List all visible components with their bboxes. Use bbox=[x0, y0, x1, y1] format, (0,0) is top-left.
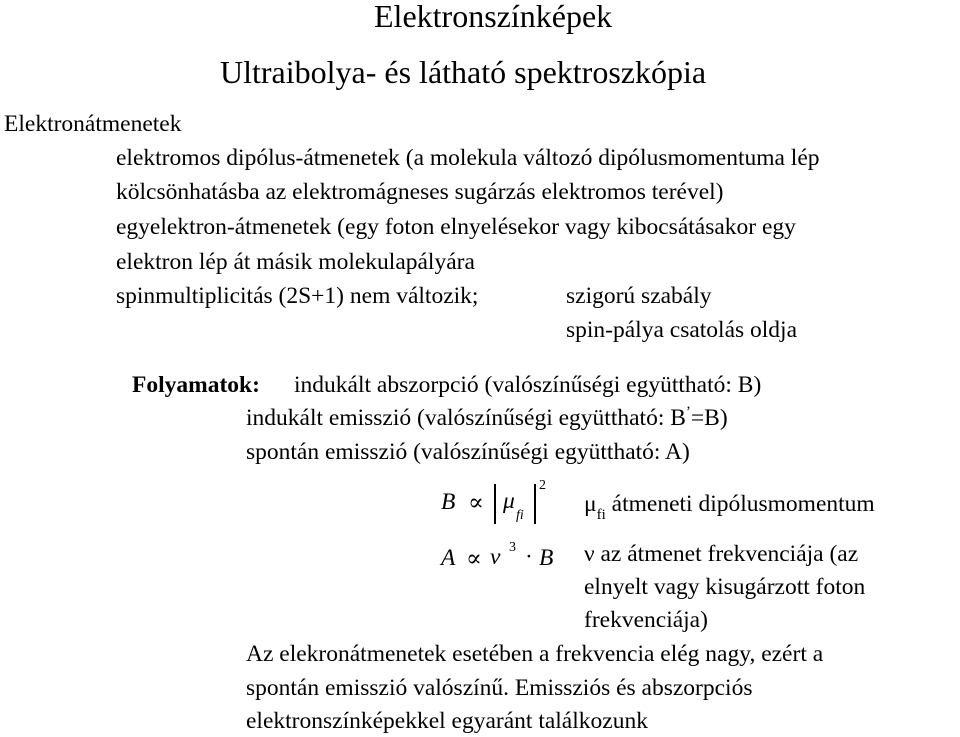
formula1-exponent: 2 bbox=[539, 478, 546, 493]
section-heading: Elektronátmenetek bbox=[4, 111, 182, 137]
transition-line-3: egyelektron-átmenetek (egy foton elnyelésekor vagy kibocsátásakor egy bbox=[116, 214, 796, 240]
formula1-lhs: B bbox=[441, 489, 456, 515]
transition-line-1: elektromos dipólus-átmenetek (a molekula változó dipólusmomentuma lép bbox=[116, 145, 820, 171]
formula1-abs-right bbox=[534, 484, 536, 524]
nu-explanation-line-3: frekvenciája) bbox=[584, 607, 708, 633]
formula2-rhs: B bbox=[539, 545, 554, 571]
process-induced-emission-eq: =B) bbox=[690, 405, 728, 431]
mu-subscript: fi bbox=[596, 507, 606, 523]
rule-strict: szigorú szabály bbox=[566, 283, 712, 309]
formula2-exponent: 3 bbox=[509, 540, 516, 555]
mu-explanation-text: átmeneti dipólusmomentum bbox=[611, 491, 875, 517]
mu-symbol: μ bbox=[584, 491, 597, 517]
formula1-mu: μ bbox=[503, 488, 515, 514]
nu-explanation-line-1: ν az átmenet frekvenciája (az bbox=[584, 541, 859, 567]
formula1-proportional-symbol: ∝ bbox=[468, 490, 484, 516]
transition-line-4: elektron lép át másik molekulapályára bbox=[116, 249, 475, 275]
prime-mark: ’ bbox=[685, 404, 691, 420]
formula2-proportional-symbol: ∝ bbox=[466, 546, 482, 572]
rule-spin-orbit: spin-pálya csatolás oldja bbox=[566, 317, 798, 343]
formula2-nu: ν bbox=[490, 544, 501, 570]
page-subtitle: Ultraibolya- és látható spektroszkópia bbox=[220, 54, 707, 90]
processes-label: Folyamatok: bbox=[132, 372, 260, 398]
formula2-dot: · bbox=[525, 544, 533, 570]
formula2-lhs: A bbox=[441, 545, 456, 571]
conclusion-line-2: spontán emisszió valószínű. Emissziós és abszorpciós bbox=[246, 675, 753, 701]
formula1-abs-left bbox=[494, 484, 496, 524]
page-title: Elektronszínképek bbox=[374, 0, 613, 34]
nu-explanation-line-2: elnyelt vagy kisugárzott foton bbox=[584, 574, 866, 600]
conclusion-line-1: Az elekronátmenetek esetében a frekvencia elég nagy, ezért a bbox=[246, 641, 824, 667]
transition-line-5: spinmultiplicitás (2S+1) nem változik; bbox=[116, 283, 479, 309]
formula1-subscript: fi bbox=[516, 508, 524, 523]
process-induced-emission-text: indukált emisszió (valószínűségi együttható: B bbox=[246, 405, 686, 431]
process-induced-emission bbox=[246, 404, 728, 431]
process-spontaneous-emission: spontán emisszió (valószínűségi együttható: A) bbox=[246, 439, 690, 465]
conclusion-line-3: elektronszínképekkel egyaránt találkozunk bbox=[246, 708, 648, 734]
process-induced-absorption: indukált abszorpció (valószínűségi együttható: B) bbox=[294, 372, 762, 398]
mu-explanation bbox=[584, 491, 875, 523]
transition-line-2: kölcsönhatásba az elektromágneses sugárzás elektromos terével) bbox=[116, 179, 724, 205]
